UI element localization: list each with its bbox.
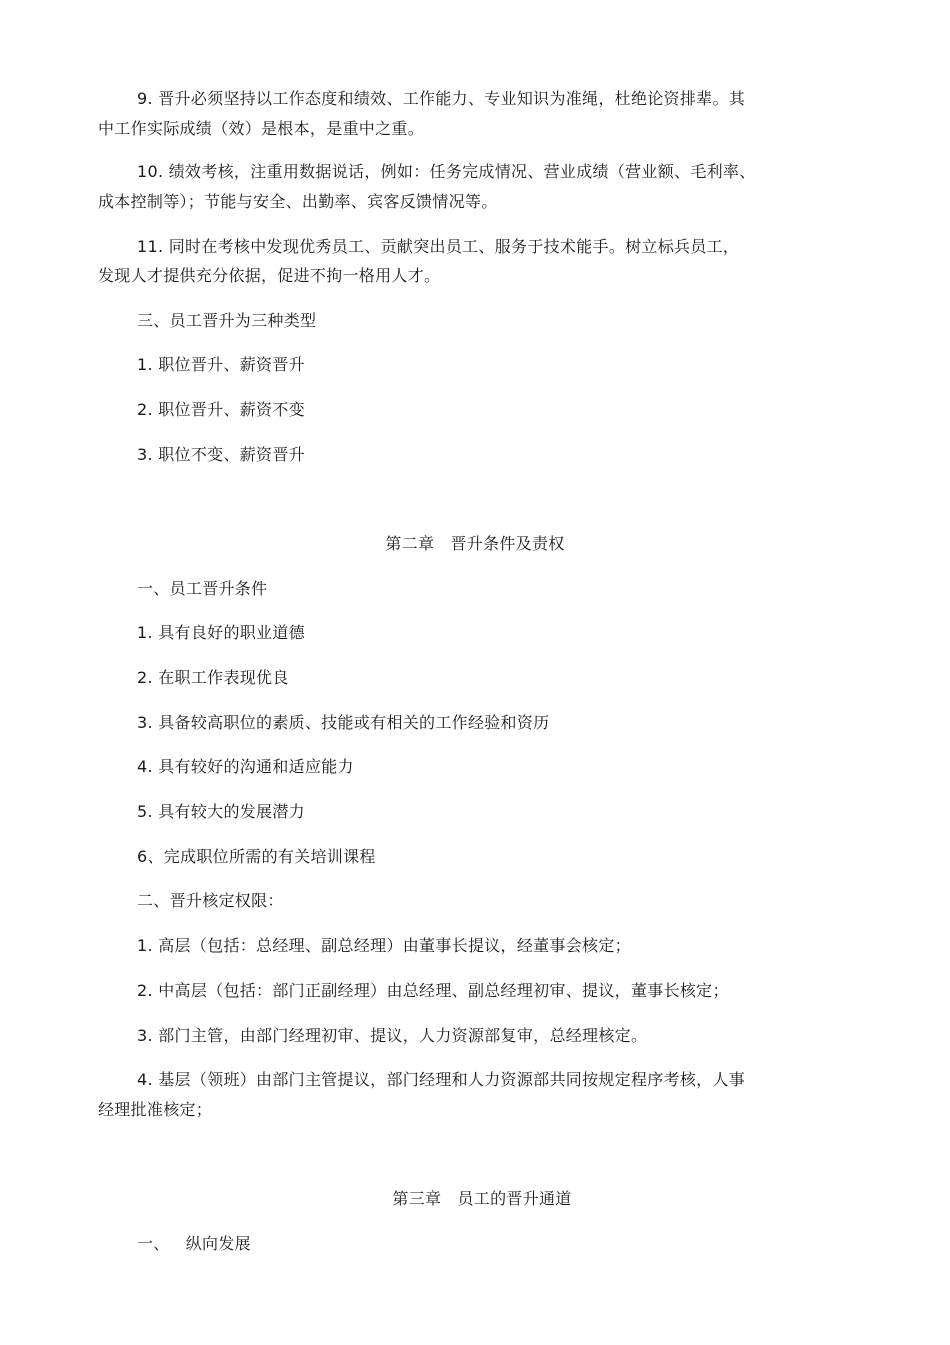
- promotion-condition-item: 1. 具有良好的职业道德: [137, 623, 305, 642]
- section-heading-promotion-types: 三、员工晋升为三种类型: [137, 311, 317, 330]
- promotion-type-item: 1. 职位晋升、薪资晋升: [137, 355, 305, 374]
- promotion-condition-item: 2. 在职工作表现优良: [137, 668, 289, 687]
- approval-authority-item-4-line-1: 4. 基层（领班）由部门主管提议，部门经理和人力资源部共同按规定程序考核，人事: [137, 1070, 746, 1089]
- chapter-2-title: 第二章 晋升条件及责权: [385, 534, 565, 553]
- item-9-line-2: 中工作实际成绩（效）是根本，是重中之重。: [98, 119, 425, 138]
- item-11-line-1: 11. 同时在考核中发现优秀员工、贡献突出员工、服务于技术能手。树立标兵员工，: [137, 237, 740, 256]
- item-11-line-2: 发现人才提供充分依据，促进不拘一格用人才。: [98, 266, 441, 285]
- approval-authority-item: 3. 部门主管，由部门经理初审、提议，人力资源部复审，总经理核定。: [137, 1026, 648, 1045]
- section-heading-approval-authority: 二、晋升核定权限：: [137, 891, 284, 910]
- item-9-line-1: 9. 晋升必须坚持以工作态度和绩效、工作能力、专业知识为准绳，杜绝论资排辈。其: [137, 89, 746, 108]
- item-10-line-1: 10. 绩效考核，注重用数据说话，例如：任务完成情况、营业成绩（营业额、毛利率、: [137, 162, 756, 181]
- promotion-type-item: 3. 职位不变、薪资晋升: [137, 445, 305, 464]
- section-heading-promotion-conditions: 一、员工晋升条件: [137, 579, 268, 598]
- chapter-3-title: 第三章 员工的晋升通道: [392, 1189, 572, 1208]
- promotion-type-item: 2. 职位晋升、薪资不变: [137, 400, 305, 419]
- promotion-condition-item: 3. 具备较高职位的素质、技能或有相关的工作经验和资历: [137, 713, 550, 732]
- approval-authority-item: 1. 高层（包括：总经理、副总经理）由董事长提议，经董事会核定；: [137, 936, 631, 955]
- promotion-condition-item: 5. 具有较大的发展潜力: [137, 802, 305, 821]
- item-10-line-2: 成本控制等）；节能与安全、出勤率、宾客反馈情况等。: [98, 192, 498, 211]
- approval-authority-item: 2. 中高层（包括：部门正副经理）由总经理、副总经理初审、提议，董事长核定；: [137, 981, 729, 1000]
- promotion-condition-item: 6、完成职位所需的有关培训课程: [137, 847, 376, 866]
- approval-authority-item-4-line-2: 经理批准核定；: [98, 1100, 213, 1119]
- section-heading-vertical-development: 一、 纵向发展: [137, 1234, 251, 1253]
- promotion-condition-item: 4. 具有较好的沟通和适应能力: [137, 757, 354, 776]
